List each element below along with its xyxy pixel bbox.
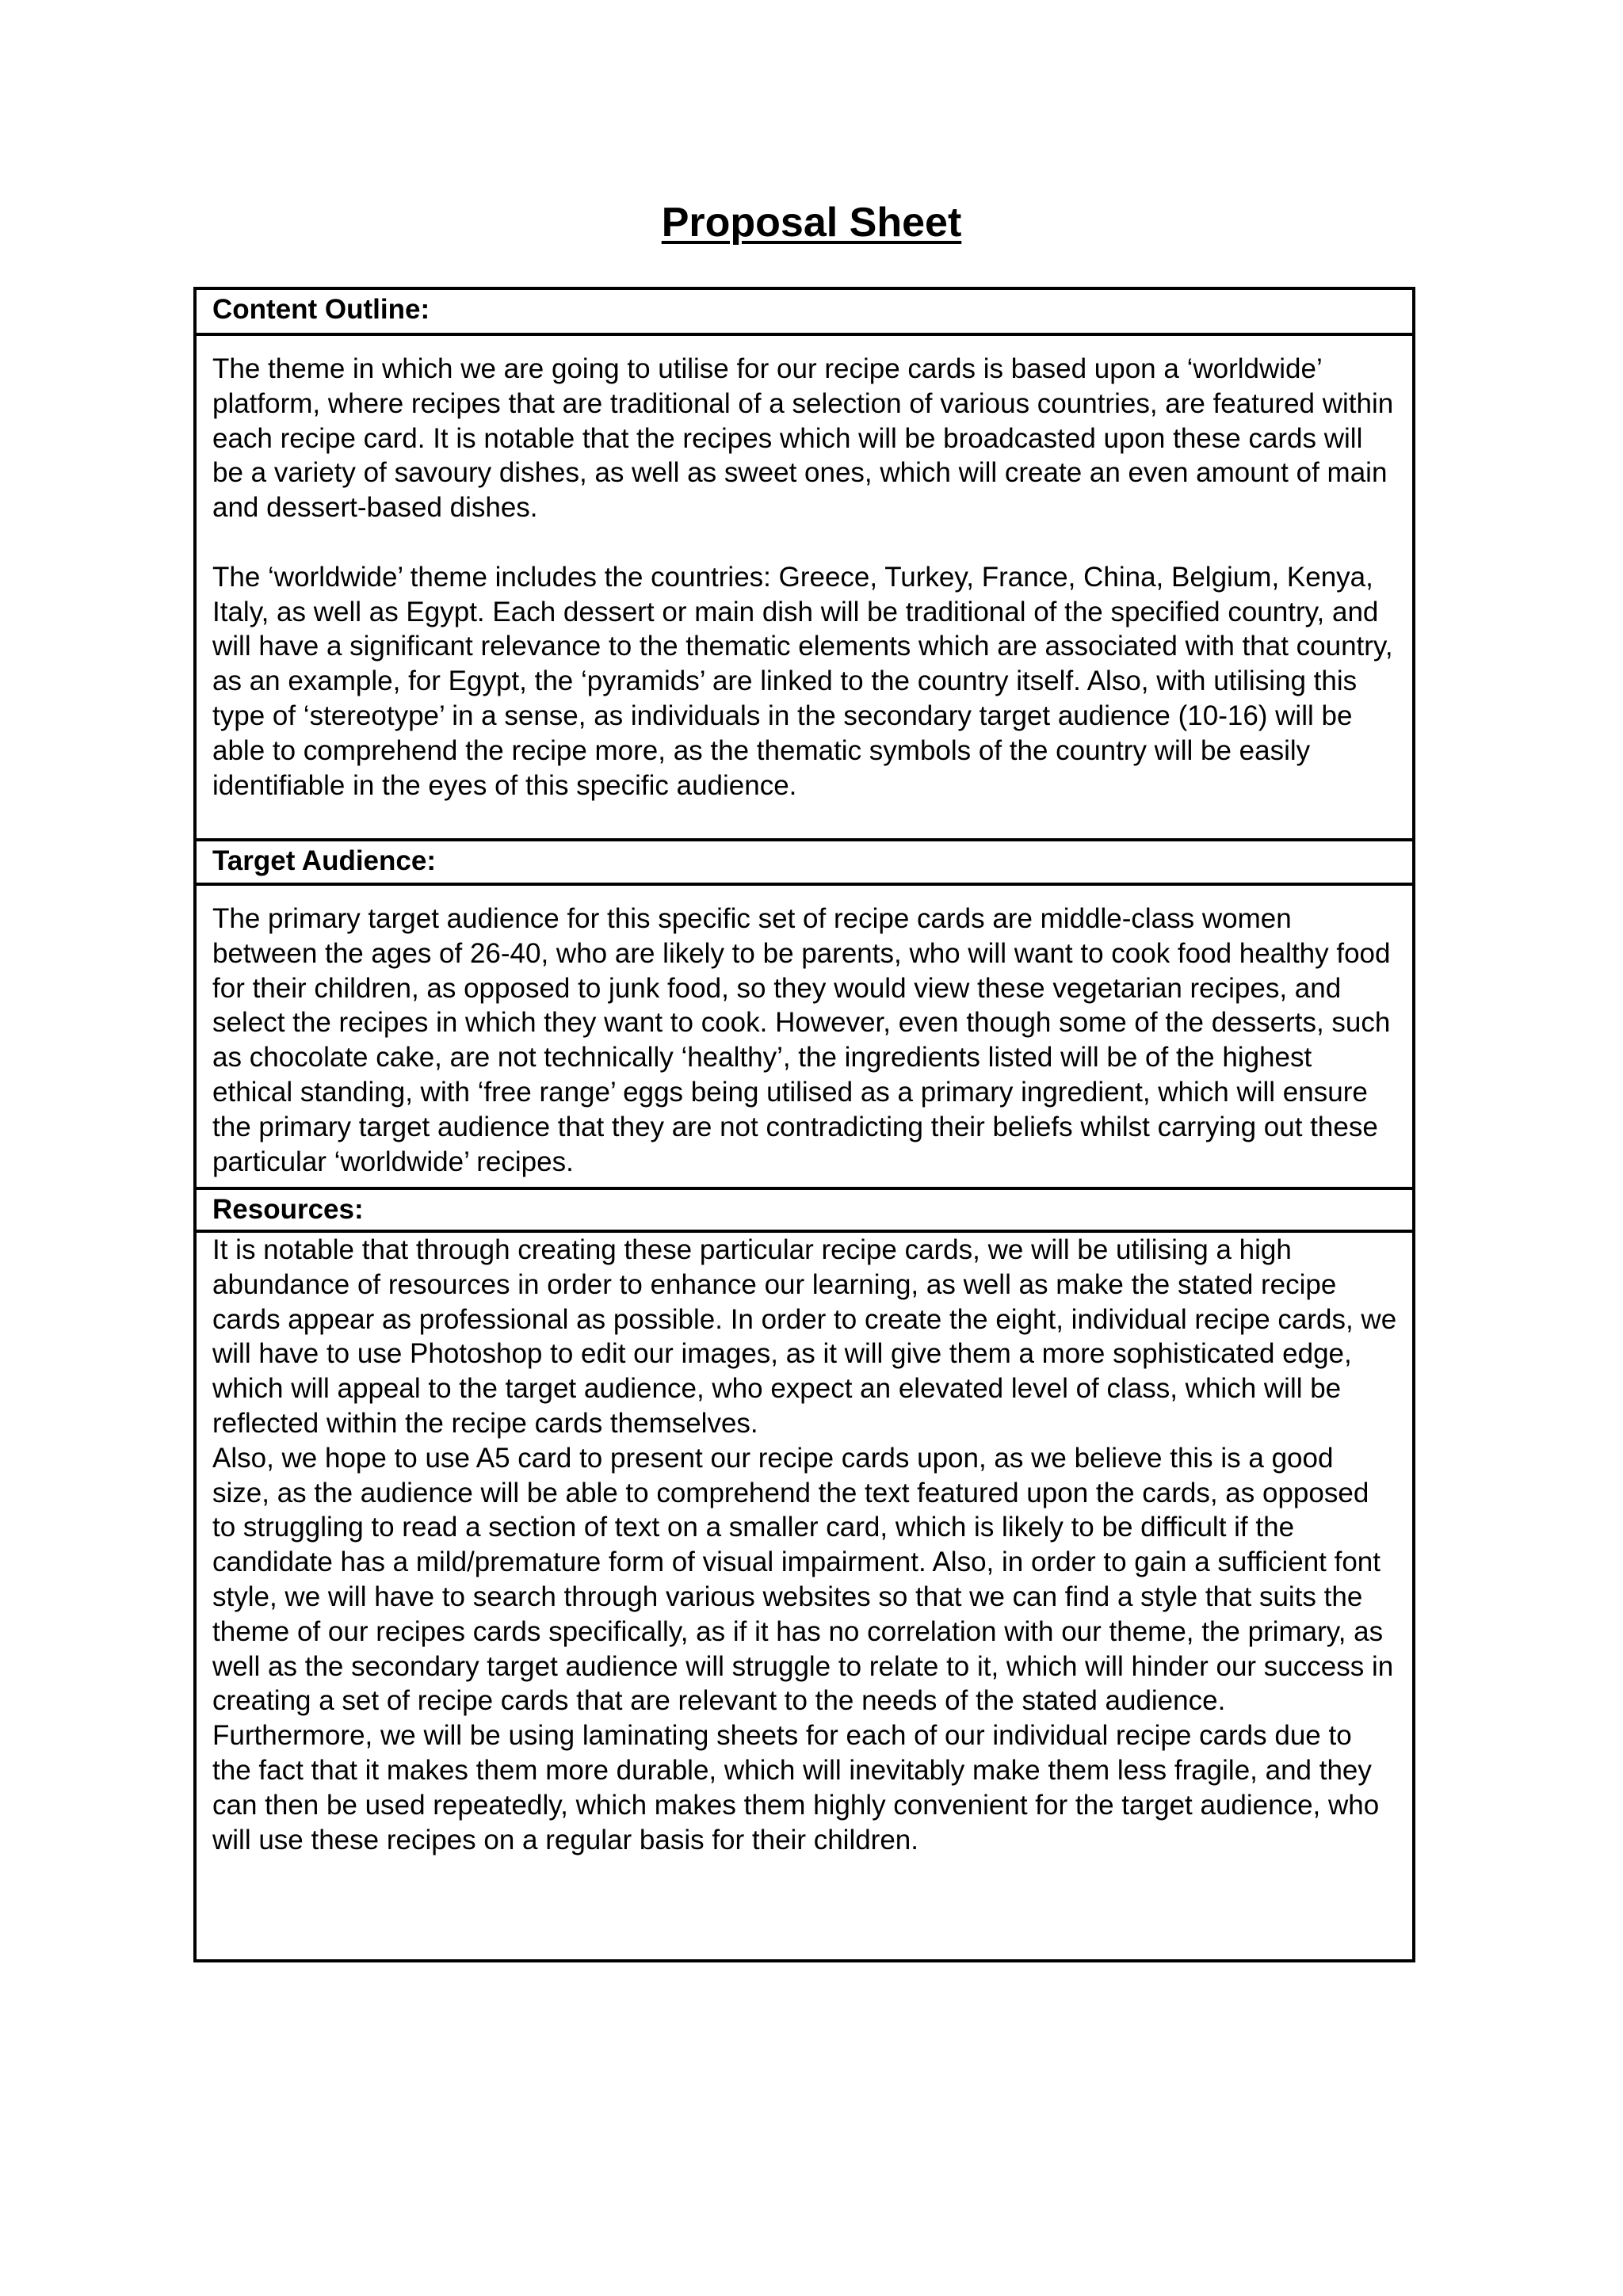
target-audience-body: [197, 883, 1412, 1187]
resources-paragraph-2: Also, we hope to use A5 card to present our recipe cards upon, as we believe this is a good size, as the audience will be able to comprehend the text featured upon the cards, as opposed to struggling to read a section of text on a smaller card, which is likely to be difficult if the candidate has a mild/premature form of visual impairment. Also, in order to gain a sufficient font style, we will have to search through various websites so that we can find a style that suits the theme of our recipes cards specifically, as if it has no correlation with our theme, the primary, as well as the secondary target audience will struggle to relate to it, which will hinder our success in creating a set of recipe cards that are relevant to the needs of the stated audience.: [212, 1442, 1394, 1717]
content-outline-paragraph-2: The ‘worldwide’ theme includes the countries: Greece, Turkey, France, China, Belgium, Kenya, Italy, as well as Egypt. Each dessert or main dish will be traditional of the specified country, and will have a significant relevance to the thematic elements which are associated with that country, as an example, for Egypt, the ‘pyramids’ are linked to the country itself. Also, with utilising this type of ‘stereotype’ in a sense, as individuals in the secondary target audience (10-16) will be able to comprehend the recipe more, as the thematic symbols of the country will be easily identifiable in the eyes of this specific audience.: [212, 561, 1393, 801]
resources-paragraph-1: It is notable that through creating these particular recipe cards, we will be utilising a high abundance of resources in order to enhance our learning, as well as make the stated recipe cards appear as professional as possible. In order to create the eight, individual recipe cards, we will have to use Photoshop to edit our images, as it will give them a more sophisticated edge, which will appeal to the target audience, who expect an elevated level of class, which will be reflected within the recipe cards themselves.: [212, 1234, 1397, 1439]
resources-body: [197, 1230, 1412, 1960]
resources-heading: Resources:: [197, 1187, 1412, 1231]
proposal-table: [193, 287, 1415, 1962]
page-title: Proposal Sheet: [661, 200, 962, 246]
content-outline-paragraph-1: The theme in which we are going to utilise for our recipe cards is based upon a ‘worldwide’ platform, where recipes that are traditional of a selection of various countries, are featured within each recipe card. It is notable that the recipes which will be broadcasted upon these cards will be a variety of savoury dishes, as well as sweet ones, which will create an even amount of main and dessert-based dishes.: [212, 353, 1394, 524]
content-outline-body: [197, 333, 1412, 838]
resources-paragraph-3: Furthermore, we will be using laminating sheets for each of our individual recipe cards due to the fact that it makes them more durable, which will inevitably make them less fragile, and they can then be used repeatedly, which makes them highly convenient for the target audience, who will use these recipes on a regular basis for their children.: [212, 1720, 1380, 1855]
content-outline-heading: Content Outline:: [212, 294, 430, 325]
target-audience-heading: Target Audience:: [197, 838, 1412, 883]
target-audience-paragraph-1: The primary target audience for this specific set of recipe cards are middle-class women between the ages of 26-40, who are likely to be parents, who will want to cook food healthy food for their children, as opposed to junk food, so they would view these vegetarian recipes, and select the recipes in which they want to cook. However, even though some of the desserts, such as chocolate cake, are not technically ‘healthy’, the ingredients listed will be of the highest ethical standing, with ‘free range’ eggs being utilised as a primary ingredient, which will ensure the primary target audience that they are not contradicting their beliefs whilst carrying out these particular ‘worldwide’ recipes.: [212, 903, 1391, 1177]
